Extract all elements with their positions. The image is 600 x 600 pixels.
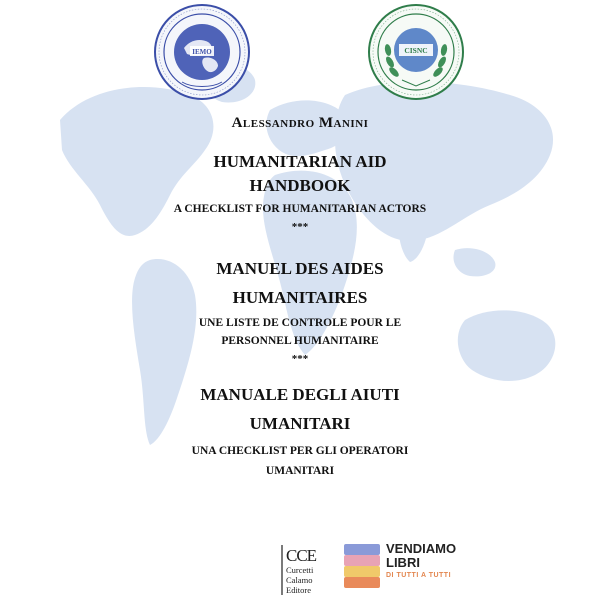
french-subtitle-line2: PERSONNEL HUMANITAIRE <box>221 335 379 347</box>
separator-stars-1: *** <box>291 221 309 233</box>
iemo-seal-icon <box>152 2 252 102</box>
english-title-line2: HANDBOOK <box>249 176 351 195</box>
italian-subtitle-line2: UMANITARI <box>265 465 335 477</box>
french-title-line2: HUMANITAIRES <box>232 288 368 307</box>
english-title-line1: HUMANITARIAN AID <box>213 152 387 171</box>
iemo-seal <box>152 2 252 102</box>
book-bar <box>344 577 380 588</box>
seal-right-label: CISNC <box>404 46 428 55</box>
italian-subtitle-line1: UNA CHECKLIST PER GLI OPERATORI <box>191 445 409 457</box>
separator-stars-2: *** <box>291 353 309 365</box>
french-subtitle-line1: UNE LISTE DE CONTROLE POUR LE <box>198 317 402 329</box>
cisnc-seal <box>366 2 466 102</box>
cce-logo-icon <box>276 541 332 597</box>
publisher-logo <box>276 541 332 597</box>
vendiamo-books-icon <box>344 544 380 588</box>
book-bar <box>344 555 380 566</box>
seal-left-label: IEMO <box>192 48 212 56</box>
italian-title-line2: UMANITARI <box>249 414 351 433</box>
cisnc-seal-icon <box>366 2 466 102</box>
vendiamo-line2: LIBRI <box>386 555 420 570</box>
publisher-line2: Calamo <box>286 575 313 585</box>
vendiamo-libri-logo <box>344 541 457 592</box>
french-title-block <box>100 254 500 366</box>
vendiamo-tagline: DI TUTTI A TUTTI <box>386 572 452 579</box>
publisher-line1: Curcetti <box>286 565 314 575</box>
publisher-line3: Editore <box>286 585 312 595</box>
book-bar <box>344 544 380 555</box>
italian-title-block <box>100 380 500 480</box>
italian-title-line1: MANUALE DEGLI AIUTI <box>200 385 400 404</box>
author-name: Alessandro Manini <box>231 115 369 131</box>
english-title-block <box>100 150 500 234</box>
publisher-mark: CCE <box>286 546 317 565</box>
vendiamo-wordmark <box>386 542 456 570</box>
english-subtitle: A CHECKLIST FOR HUMANITARIAN ACTORS <box>173 203 427 215</box>
vendiamo-line1: VENDIAMO <box>386 541 457 556</box>
book-bar <box>344 566 380 577</box>
french-title-line1: MANUEL DES AIDES <box>216 259 384 278</box>
